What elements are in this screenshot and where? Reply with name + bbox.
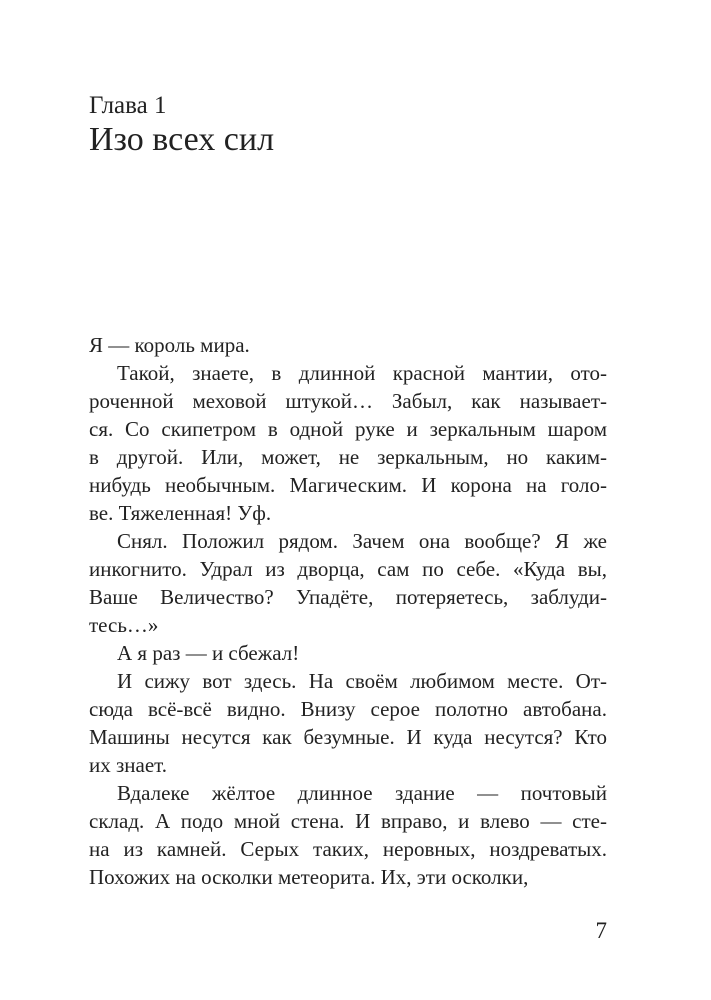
text-line: роченной меховой штукой… Забыл, как называет- bbox=[89, 389, 607, 413]
body-text bbox=[89, 331, 607, 891]
page-number: 7 bbox=[595, 918, 607, 943]
text-line: склад. А подо мной стена. И вправо, и влево — сте- bbox=[89, 809, 607, 833]
text-line: их знает. bbox=[89, 753, 168, 777]
text-line: в другой. Или, может, не зеркальным, но каким- bbox=[89, 445, 607, 469]
text-line: Вдалеке жёлтое длинное здание — почтовый bbox=[117, 781, 607, 805]
text-line: нибудь необычным. Магическим. И корона на голо- bbox=[89, 473, 607, 497]
text-line: Такой, знаете, в длинной красной мантии, ото- bbox=[117, 361, 607, 385]
chapter-title: Изо всех сил bbox=[89, 121, 275, 158]
text-line: ся. Со скипетром в одной руке и зеркальным шаром bbox=[89, 417, 607, 441]
text-line: Я — король мира. bbox=[89, 333, 250, 357]
chapter-heading bbox=[89, 90, 607, 159]
text-line: тесь…» bbox=[89, 613, 159, 637]
text-line: И сижу вот здесь. На своём любимом месте. От- bbox=[117, 669, 607, 693]
text-line: Снял. Положил рядом. Зачем она вообще? Я же bbox=[117, 529, 607, 553]
text-line: ве. Тяжеленная! Уф. bbox=[89, 501, 272, 525]
text-line: Ваше Величество? Упадёте, потеряетесь, заблуди- bbox=[89, 585, 607, 609]
text-line: инкогнито. Удрал из дворца, сам по себе. «Куда вы, bbox=[89, 557, 607, 581]
text-line: Похожих на осколки метеорита. Их, эти осколки, bbox=[89, 865, 529, 889]
text-line: Машины несутся как безумные. И куда несутся? Кто bbox=[89, 725, 607, 749]
chapter-label: Глава 1 bbox=[89, 92, 167, 119]
text-line: на из камней. Серых таких, неровных, ноздреватых. bbox=[89, 837, 607, 861]
text-line: А я раз — и сбежал! bbox=[117, 641, 300, 665]
text-line: сюда всё-всё видно. Внизу серое полотно автобана. bbox=[89, 697, 607, 721]
